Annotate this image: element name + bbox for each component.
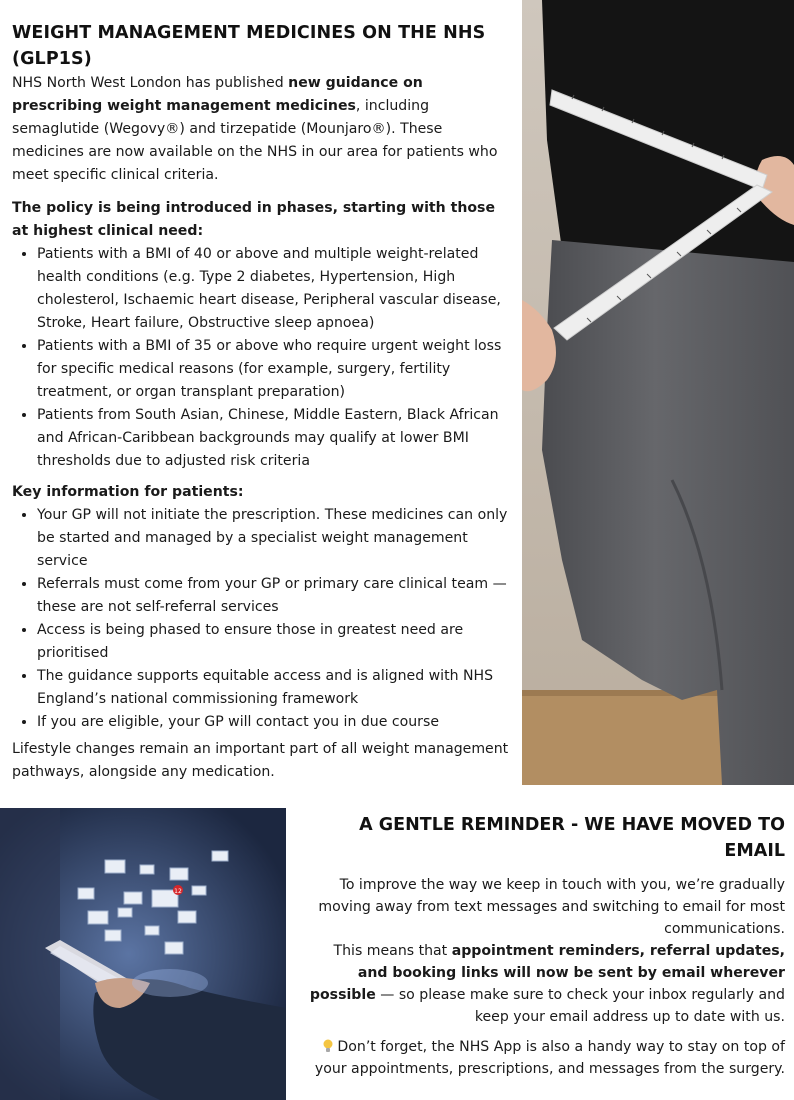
intro-bold: new guidance on prescribing weight management medicines: [12, 75, 423, 114]
phase-item: • Patients from South Asian, Chinese, Middle Eastern, Black African and African-Caribbean backgrounds may qualify at lower BMI thresholds due to adjusted risk criteria: [37, 404, 512, 473]
email-section: [0, 808, 794, 1100]
key-info-heading: Key information for patients:: [12, 484, 244, 500]
glp1-title: WEIGHT MANAGEMENT MEDICINES ON THE NHS (GLP1S): [12, 23, 486, 69]
key-info-item: • Access is being phased to ensure those in greatest need are prioritised: [37, 619, 512, 665]
phone-email-illustration: [0, 808, 286, 1100]
nhs-app-tip-text: Don’t forget, the NHS App is also a handy way to stay on top of your appointments, prescriptions, and messages from the surgery.: [314, 1039, 785, 1077]
email-p2-text-1: This means that: [333, 943, 452, 959]
email-paragraph-1: To improve the way we keep in touch with you, we’re gradually moving away from text messages and switching to email for most communications.: [318, 877, 785, 937]
glp1-closing: Lifestyle changes remain an important part of all weight management pathways, alongside any medication.: [12, 741, 509, 780]
key-info-item: • The guidance supports equitable access and is aligned with NHS England’s national commissioning framework: [37, 665, 512, 711]
glp1-intro: [12, 72, 512, 187]
intro-text-1: NHS North West London has published: [12, 75, 289, 91]
measuring-tape-photo: [522, 0, 794, 785]
glp1-text-column: [12, 20, 512, 784]
measuring-tape-illustration: [522, 0, 794, 785]
lightbulb-icon: [323, 1039, 333, 1053]
phase-item: • Patients with a BMI of 40 or above and multiple weight-related health conditions (e.g. Type 2 diabetes, Hypertension, High cholesterol, Ischaemic heart disease, Peripheral vascular disease, Stroke, Heart failure, Obstructive sleep apnoea): [37, 243, 512, 335]
email-p2-text-2: — so please make sure to check your inbox regularly and keep your email address up to date with us.: [375, 987, 785, 1025]
key-info-item: • If you are eligible, your GP will contact you in due course: [37, 711, 512, 734]
phases-list: [12, 243, 512, 473]
key-info-item: • Referrals must come from your GP or primary care clinical team — these are not self-referral services: [37, 573, 512, 619]
intro-text-2: , including semaglutide (Wegovy®) and tirzepatide (Mounjaro®). These medicines are now available on the NHS in our area for patients who meet specific clinical criteria.: [12, 98, 498, 183]
notification-count: 12: [174, 888, 182, 895]
email-paragraph-2: [300, 940, 785, 1028]
nhs-app-tip: [300, 1036, 785, 1080]
phase-item: • Patients with a BMI of 35 or above who require urgent weight loss for specific medical reasons (for example, surgery, fertility treatment, or organ transplant preparation): [37, 335, 512, 404]
email-p2-bold: appointment reminders, referral updates, and booking links will now be sent by email wherever possible: [309, 943, 785, 1003]
email-phone-photo: [0, 808, 286, 1100]
key-info-list: [12, 504, 512, 734]
email-text-column: [300, 812, 785, 1080]
phases-heading: The policy is being introduced in phases, starting with those at highest clinical need:: [12, 200, 496, 239]
key-info-item: • Your GP will not initiate the prescription. These medicines can only be started and managed by a specialist weight management service: [37, 504, 512, 573]
email-title: A GENTLE REMINDER - WE HAVE MOVED TO EMAIL: [359, 815, 785, 861]
